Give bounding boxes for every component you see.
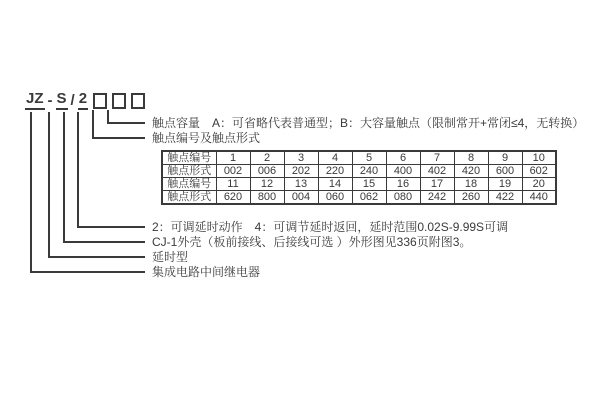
table-cell: 20 xyxy=(522,178,556,191)
table-cell: 9 xyxy=(488,151,522,165)
table-cell: 15 xyxy=(352,178,386,191)
table-cell: 602 xyxy=(522,165,556,178)
table-row-header: 触点形式 xyxy=(162,165,216,178)
leader-hline-enclosure xyxy=(63,241,145,243)
table-cell: 400 xyxy=(386,165,420,178)
table-cell: 3 xyxy=(284,151,318,165)
table-cell: 2 xyxy=(250,151,284,165)
table-cell: 6 xyxy=(386,151,420,165)
label-contact-capacity: 触点容量 A：可省略代表普通型；B：大容量触点（限制常开+常闭≤4，无转换） xyxy=(152,116,585,130)
leader-vline-enclosure xyxy=(63,112,65,243)
table-cell: 422 xyxy=(488,191,522,205)
table-cell: 7 xyxy=(420,151,454,165)
table-cell: 420 xyxy=(454,165,488,178)
table-cell: 080 xyxy=(386,191,420,205)
contact-table-container xyxy=(161,150,557,205)
table-row xyxy=(162,178,556,191)
table-cell: 240 xyxy=(352,165,386,178)
table-cell: 13 xyxy=(284,178,318,191)
table-cell: 006 xyxy=(250,165,284,178)
table-cell: 16 xyxy=(386,178,420,191)
table-cell: 12 xyxy=(250,178,284,191)
table-cell: 004 xyxy=(284,191,318,205)
table-cell: 14 xyxy=(318,178,352,191)
table-cell: 4 xyxy=(318,151,352,165)
table-cell: 060 xyxy=(318,191,352,205)
table-cell: 800 xyxy=(250,191,284,205)
table-cell: 8 xyxy=(454,151,488,165)
leader-vline-delay-type xyxy=(48,112,50,258)
table-cell: 002 xyxy=(216,165,250,178)
table-cell: 600 xyxy=(488,165,522,178)
model-series-letter: S xyxy=(56,91,68,110)
table-cell: 242 xyxy=(420,191,454,205)
table-cell: 620 xyxy=(216,191,250,205)
table-cell: 10 xyxy=(522,151,556,165)
table-row xyxy=(162,151,556,165)
label-delay-type: 延时型 xyxy=(152,250,189,264)
table-cell: 5 xyxy=(352,151,386,165)
model-placeholder-box-1 xyxy=(93,93,107,109)
label-contact-numbering: 触点编号及触点形式 xyxy=(152,131,261,145)
table-row-header: 触点编号 xyxy=(162,151,216,165)
table-row-header: 触点形式 xyxy=(162,191,216,205)
table-cell: 402 xyxy=(420,165,454,178)
model-designation xyxy=(25,92,145,110)
leader-vline-contact-numbering xyxy=(92,110,94,139)
table-cell: 11 xyxy=(216,178,250,191)
model-placeholder-box-2 xyxy=(112,93,126,109)
table-row xyxy=(162,191,556,205)
leader-hline-delay-type xyxy=(48,256,145,258)
model-slash: / xyxy=(70,92,75,109)
table-row-header: 触点编号 xyxy=(162,178,216,191)
model-dash: - xyxy=(47,92,53,109)
leader-vline-delay-action xyxy=(77,112,79,228)
table-cell: 1 xyxy=(216,151,250,165)
table-cell: 202 xyxy=(284,165,318,178)
leader-hline-contact-capacity xyxy=(107,122,145,124)
table-row xyxy=(162,165,556,178)
table-cell: 440 xyxy=(522,191,556,205)
label-delay-action: 2：可调延时动作 4：可调节延时返回，延时范围0.02S-9.99S可调 xyxy=(152,220,509,234)
table-cell: 062 xyxy=(352,191,386,205)
table-cell: 19 xyxy=(488,178,522,191)
leader-hline-contact-numbering xyxy=(92,137,145,139)
model-placeholder-box-3 xyxy=(131,93,145,109)
table-cell: 17 xyxy=(420,178,454,191)
table-cell: 220 xyxy=(318,165,352,178)
model-prefix: JZ xyxy=(25,91,45,110)
table-cell: 18 xyxy=(454,178,488,191)
label-relay-type: 集成电路中间继电器 xyxy=(152,265,261,279)
leader-hline-delay-action xyxy=(77,226,145,228)
contact-table xyxy=(161,150,557,205)
table-cell: 260 xyxy=(454,191,488,205)
model-variant-digit: 2 xyxy=(78,91,88,110)
leader-hline-relay-type xyxy=(30,271,145,273)
label-enclosure: CJ-1外壳（板前接线、后接线可选 ）外形图见336页附图3。 xyxy=(152,235,472,249)
leader-vline-relay-type xyxy=(30,112,32,273)
